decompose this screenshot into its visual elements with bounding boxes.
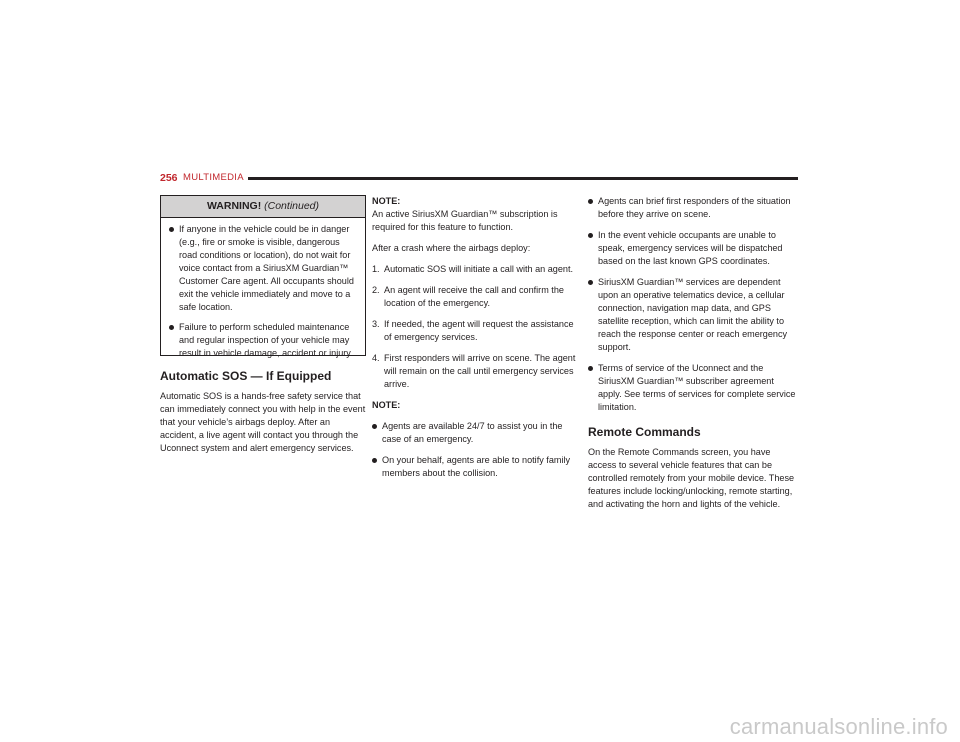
step-item [372, 284, 580, 310]
list-item [588, 362, 798, 414]
list-item [588, 229, 798, 268]
list-item [588, 276, 798, 354]
page-header [160, 172, 798, 186]
step-text: Automatic SOS will initiate a call with an agent. [384, 264, 574, 274]
bullet-icon [169, 227, 174, 232]
warning-item [169, 321, 359, 360]
crash-intro: After a crash where the airbags deploy: [372, 243, 531, 253]
warning-box [160, 195, 366, 356]
note-text: An active SiriusXM Guardian™ subscription is required for this feature to function. [372, 209, 558, 232]
step-number: 1. [372, 264, 380, 274]
bullet-icon [588, 280, 593, 285]
list-item [372, 454, 580, 480]
warning-item [169, 223, 359, 314]
step-item [372, 318, 580, 344]
step-item [372, 352, 580, 391]
step-number: 3. [372, 319, 380, 329]
step-item [372, 263, 580, 276]
list-item-text: In the event vehicle occupants are unable to speak, emergency services will be dispatched based on the last known GPS coordinates. [598, 230, 783, 266]
bullet-icon [588, 233, 593, 238]
step-number: 2. [372, 285, 380, 295]
watermark: carmanualsonline.info [729, 714, 948, 739]
warning-item-text: If anyone in the vehicle could be in danger (e.g., fire or smoke is visible, dangerous road conditions or location), do not wait for voice contact from a SiriusXM Guardian™ Customer Care agent. All occupants should exit the vehicle immediately and move to a safe location. [179, 224, 354, 312]
list-item-text: On your behalf, agents are able to notify family members about the collision. [382, 455, 571, 478]
step-text: First responders will arrive on scene. The agent will remain on the call until emergency services arrive. [384, 353, 576, 389]
bullet-icon [169, 325, 174, 330]
section-title: MULTIMEDIA [183, 172, 244, 183]
column-3 [588, 195, 798, 519]
note-label: NOTE: [372, 196, 401, 206]
warning-continued: (Continued) [264, 200, 320, 212]
warning-item-text: Failure to perform scheduled maintenance and regular inspection of your vehicle may result in vehicle damage, accident or injury. [179, 322, 353, 358]
list-item-text: Agents can brief first responders of the situation before they arrive on scene. [598, 196, 791, 219]
list-item-text: Agents are available 24/7 to assist you in the case of an emergency. [382, 421, 563, 444]
step-text: An agent will receive the call and confirm the location of the emergency. [384, 285, 564, 308]
warning-title: WARNING! [206, 200, 262, 212]
step-number: 4. [372, 353, 380, 363]
header-rule [248, 177, 798, 180]
remote-commands-heading: Remote Commands [588, 425, 701, 439]
list-item-text: SiriusXM Guardian™ services are dependent upon an operative telematics device, a cellular connection, navigation map data, and GPS satellite reception, which can limit the ability to reach the response center or reach emergency support. [598, 277, 788, 352]
page-number: 256 [160, 172, 178, 184]
column-1 [160, 195, 366, 463]
steps-list [372, 263, 580, 391]
list-item-text: Terms of service of the Uconnect and the SiriusXM Guardian™ subscriber agreement apply. See terms of services for complete service limitation. [598, 363, 796, 412]
automatic-sos-heading: Automatic SOS — If Equipped [160, 369, 332, 383]
bullet-icon [372, 458, 377, 463]
step-text: If needed, the agent will request the assistance of emergency services. [384, 319, 574, 342]
bullet-icon [372, 424, 377, 429]
note-label: NOTE: [372, 400, 401, 410]
bullet-icon [588, 199, 593, 204]
automatic-sos-paragraph: Automatic SOS is a hands-free safety service that can immediately connect you with help in the event that your vehicle’s airbags deploy. After an accident, a live agent will contact you through the Uconnect system and alert emergency services. [160, 391, 366, 453]
remote-commands-paragraph: On the Remote Commands screen, you have access to several vehicle features that can be controlled remotely from your mobile device. These features include locking/unlocking, remote starting, and activating the horn and lights of the vehicle. [588, 447, 795, 509]
warning-header [161, 196, 365, 218]
note-list [372, 420, 580, 480]
service-list [588, 195, 798, 414]
bullet-icon [588, 366, 593, 371]
list-item [588, 195, 798, 221]
column-2 [372, 195, 580, 488]
list-item [372, 420, 580, 446]
